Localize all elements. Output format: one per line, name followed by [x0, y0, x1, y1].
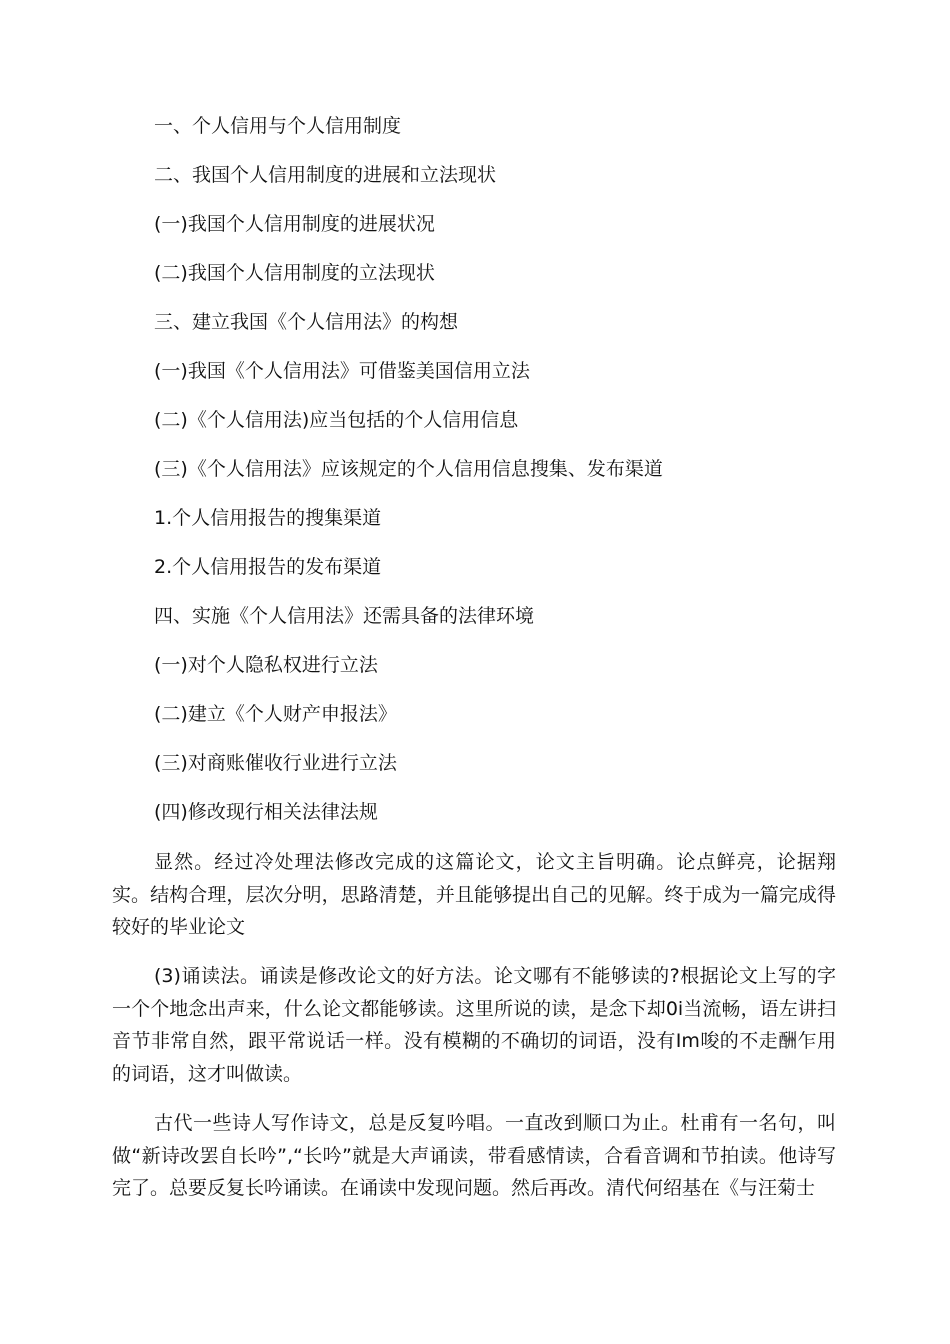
body-paragraph-3: 古代一些诗人写作诗文，总是反复吟唱。一直改到顺口为止。杜甫有一名句，叫做“新诗改罢自长吟”,“长吟”就是大声诵读，带看感情读，合看音调和节拍读。他诗写完了。总要反复长吟诵读。在诵读中发现问题。然后再改。清代何绍基在《与汪菊士	[112, 1112, 836, 1199]
outline-item-3: (一)我国个人信用制度的进展状况	[154, 213, 435, 235]
outline-item-10: 2.个人信用报告的发布渠道	[154, 556, 382, 578]
outline-item-13: (二)建立《个人财产申报法》	[154, 703, 397, 725]
outline-item-8: (三)《个人信用法》应该规定的个人信用信息搜集、发布渠道	[154, 458, 663, 480]
outline-item-15: (四)修改现行相关法律法规	[154, 801, 378, 823]
outline-item-14: (三)对商账催收行业进行立法	[154, 752, 397, 774]
outline-item-11: 四、实施《个人信用法》还需具备的法律环境	[154, 605, 535, 627]
outline-item-7: (二)《个人信用法)应当包括的个人信用信息	[154, 409, 519, 431]
outline-item-9: 1.个人信用报告的搜集渠道	[154, 507, 382, 529]
outline-item-1: 一、个人信用与个人信用制度	[154, 115, 402, 137]
outline-item-2: 二、我国个人信用制度的进展和立法现状	[154, 164, 497, 186]
outline-item-4: (二)我国个人信用制度的立法现状	[154, 262, 435, 284]
outline-item-5: 三、建立我国《个人信用法》的构想	[154, 311, 459, 333]
outline-item-12: (一)对个人隐私权进行立法	[154, 654, 378, 676]
body-paragraph-2: (3)诵读法。诵读是修改论文的好方法。论文哪有不能够读的?根据论文上写的字一个个地念出声来，什么论文都能够读。这里所说的读，是念下却0i当流畅，语左讲扫音节非常自然，跟平常说话一样。没有模糊的不确切的词语，没有Im唆的不走酬乍用的词语，这才叫做读。	[112, 965, 836, 1085]
body-paragraph-1: 显然。经过冷处理法修改完成的这篇论文，论文主旨明确。论点鲜亮，论据翔实。结构合理，层次分明，思路清楚，并且能够提出自己的见解。终于成为一篇完成得较好的毕业论文	[112, 851, 836, 938]
outline-list	[154, 110, 854, 845]
outline-item-6: (一)我国《个人信用法》可借鉴美国信用立法	[154, 360, 530, 382]
